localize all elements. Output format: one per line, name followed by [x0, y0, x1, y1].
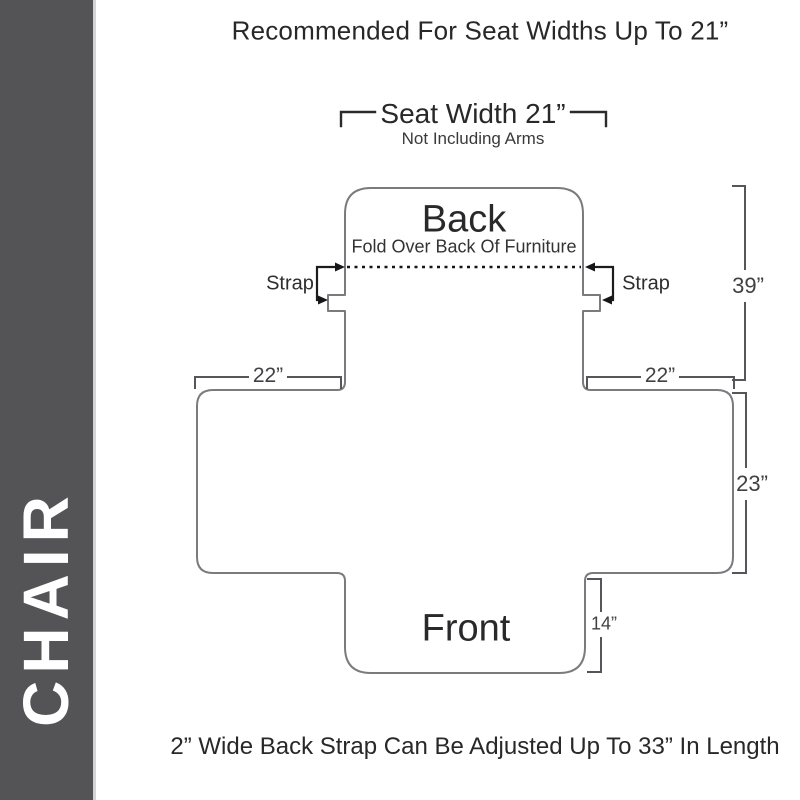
dim-value-side-left: 22”	[252, 364, 284, 387]
sidebar-vertical-label: CHAIR	[10, 489, 82, 727]
strap-left-label: Strap	[266, 272, 314, 295]
strap-left-arrow-bottom	[318, 296, 328, 305]
dim-value-seat-depth: 23”	[736, 471, 768, 496]
dim-value-back-height: 39”	[732, 273, 764, 298]
seat-width-bracket-right	[571, 112, 606, 126]
cover-outline-path	[197, 188, 733, 673]
strap-left-arrow-top	[335, 263, 345, 272]
seat-width-subtext: Not Including Arms	[401, 129, 545, 148]
strap-adjustment-note: 2” Wide Back Strap Can Be Adjusted Up To 33” In Length	[170, 733, 780, 760]
seat-width-label: Seat Width 21”	[380, 98, 566, 129]
dim-value-front-drop: 14”	[590, 613, 618, 634]
page-title: Recommended For Seat Widths Up To 21”	[231, 15, 729, 46]
dim-value-side-right: 22”	[644, 364, 676, 387]
strap-right-arrow-bottom	[602, 296, 612, 305]
seat-width-bracket-left	[341, 112, 375, 126]
front-flap-label: Front	[421, 607, 511, 650]
back-flap-label: Back	[421, 198, 507, 241]
strap-right-label: Strap	[622, 272, 670, 295]
strap-right-arrow-top	[585, 263, 595, 272]
fold-over-note: Fold Over Back Of Furniture	[351, 236, 577, 257]
